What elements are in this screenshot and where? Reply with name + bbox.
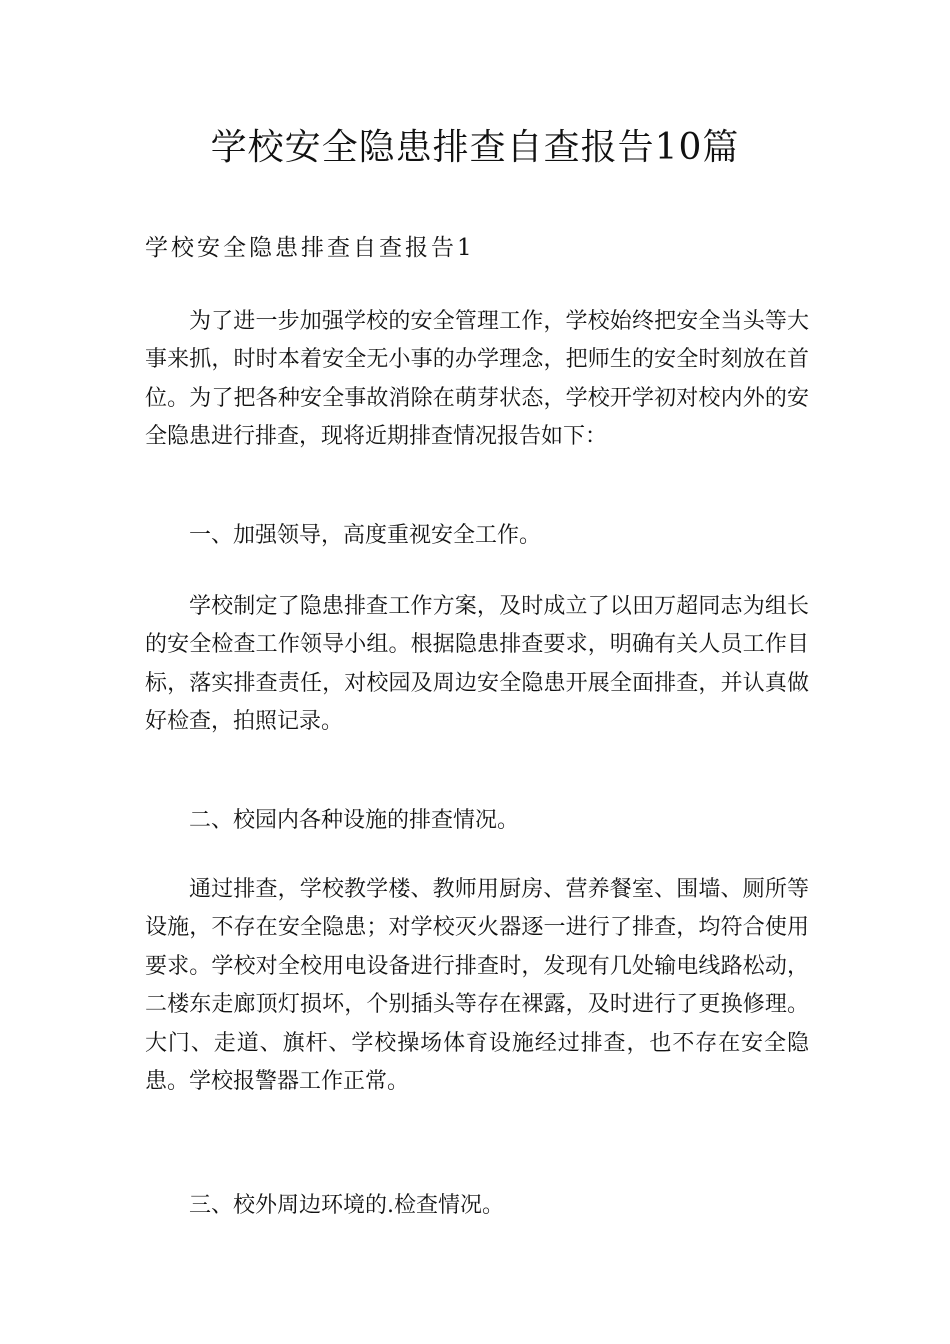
intro-paragraph: 为了进一步加强学校的安全管理工作，学校始终把安全当头等大事来抓，时时本着安全无小事的办学理念，把师生的安全时刻放在首位。为了把各种安全事故消除在萌芽状态，学校开学初对校内外的安全隐患进行排查，现将近期排查情况报告如下：	[145, 309, 809, 450]
subheading-surrounding-environment: 三、校外周边环境的.检查情况。	[189, 1193, 504, 1218]
subheading-campus-facilities: 二、校园内各种设施的排查情况。	[189, 808, 520, 833]
subheading-leadership: 一、加强领导，高度重视安全工作。	[189, 523, 542, 548]
document-title: 学校安全隐患排查自查报告10篇	[210, 127, 740, 168]
leadership-paragraph: 学校制定了隐患排查工作方案，及时成立了以田万超同志为组长的安全检查工作领导小组。根据隐患排查要求，明确有关人员工作目标，落实排查责任，对校园及周边安全隐患开展全面排查，并认真做好检查，拍照记录。	[145, 594, 809, 735]
section-heading: 学校安全隐患排查自查报告1	[145, 235, 475, 261]
campus-facilities-paragraph: 通过排查，学校教学楼、教师用厨房、营养餐室、围墙、厕所等设施，不存在安全隐患；对学校灭火器逐一进行了排查，均符合使用要求。学校对全校用电设备进行排查时，发现有几处输电线路松动，二楼东走廊顶灯损坏，个别插头等存在裸露，及时进行了更换修理。大门、走道、旗杆、学校操场体育设施经过排查，也不存在安全隐患。学校报警器工作正常。	[145, 877, 809, 1095]
